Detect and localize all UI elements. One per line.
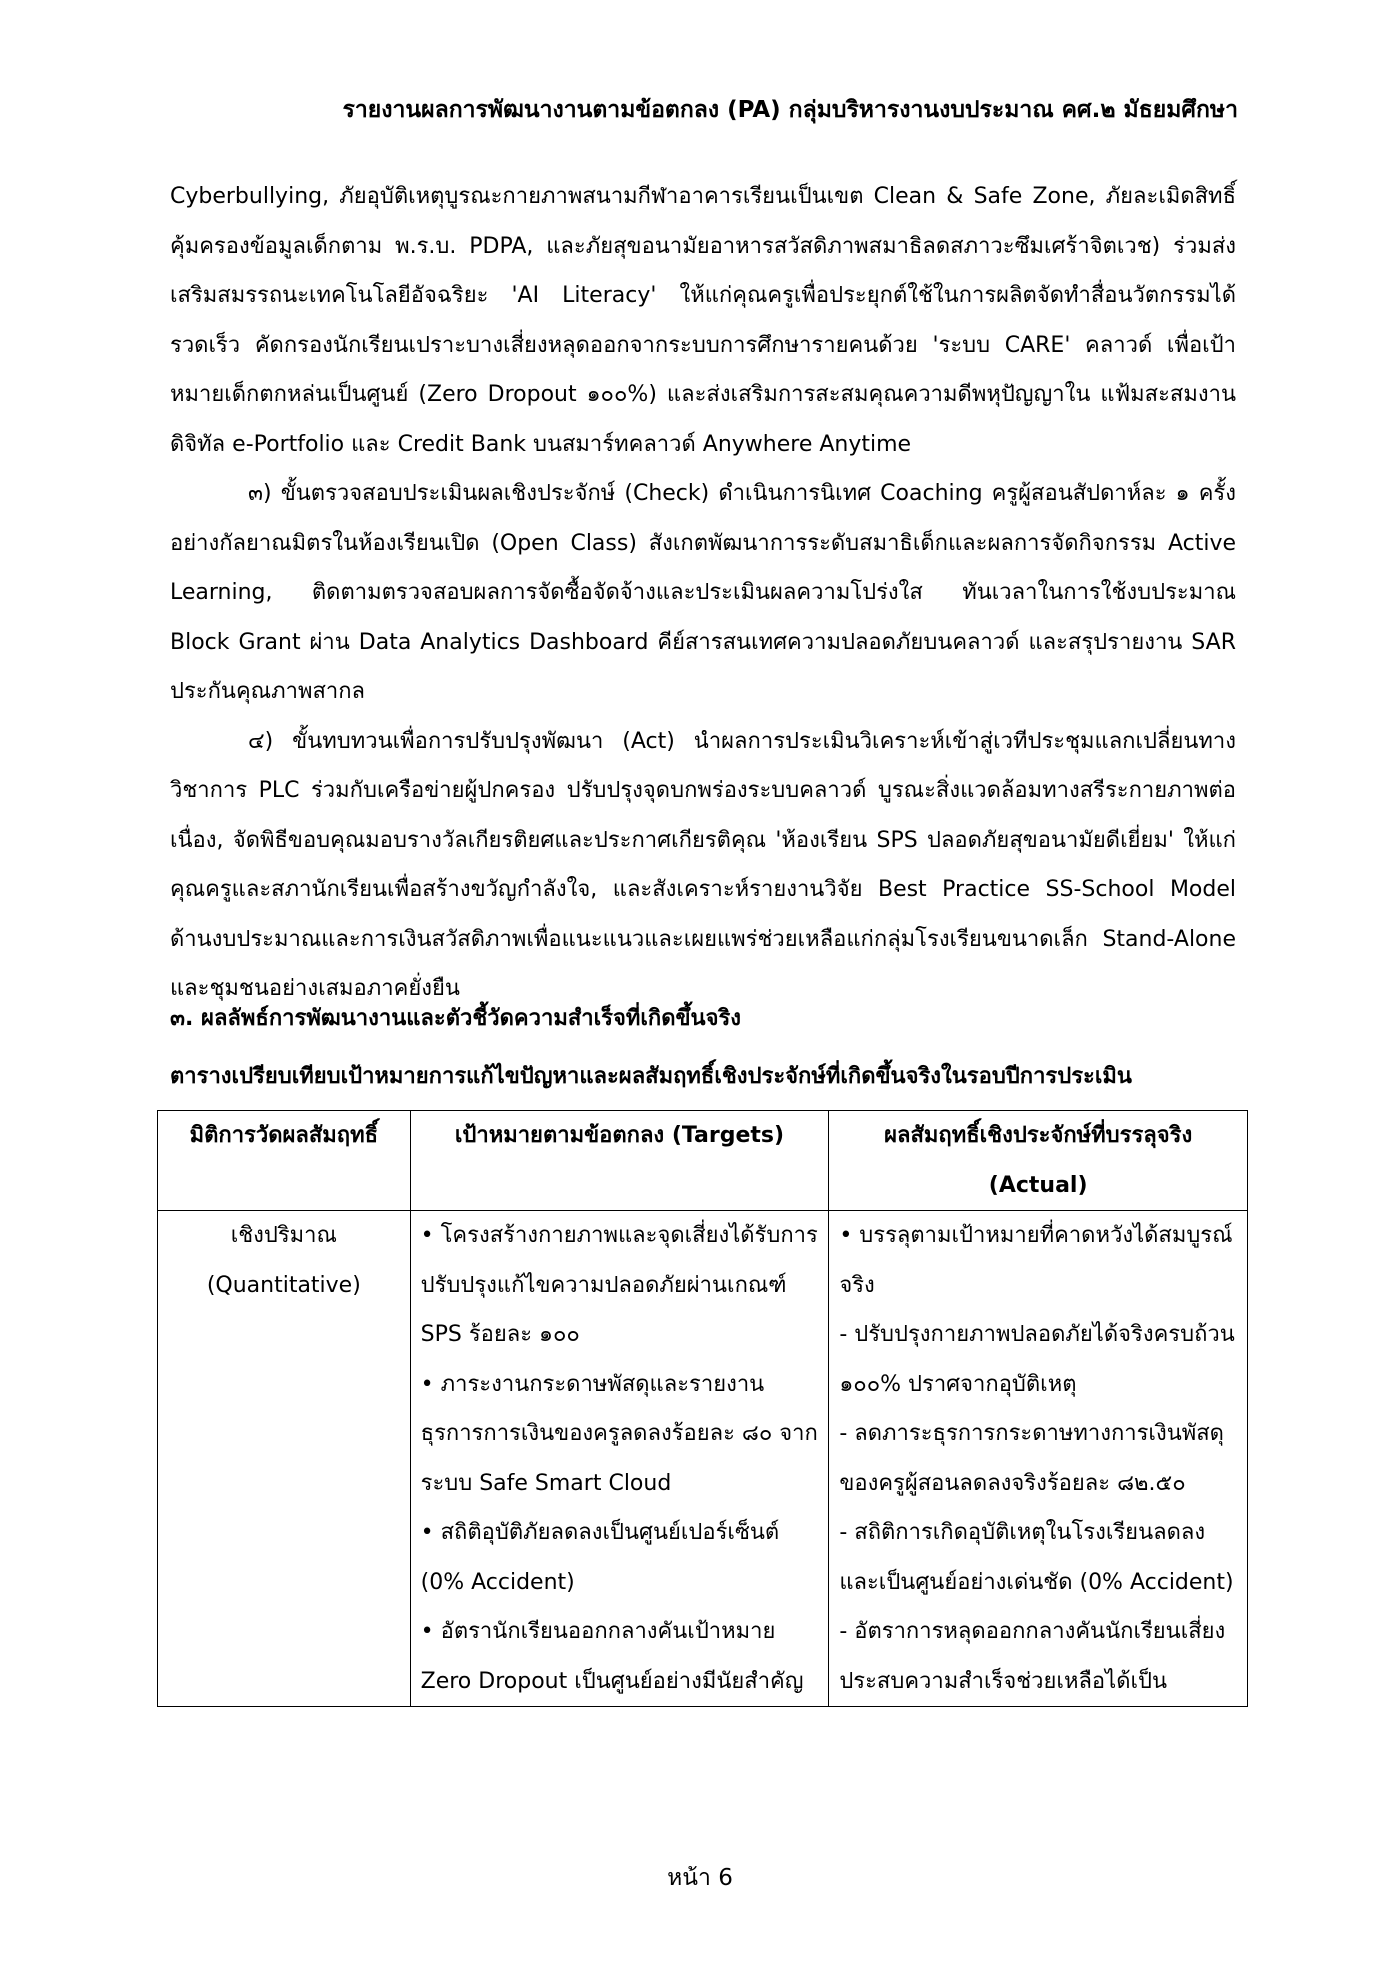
target-item: • ภาระงานกระดาษพัสดุและรายงานธุรการการเงินของครูลดลงร้อยละ ๘๐ จากระบบ Safe Smart Cloud xyxy=(420,1371,818,1496)
page-number: หน้า 6 xyxy=(667,1865,733,1891)
dimension-label: เชิงปริมาณ xyxy=(230,1223,337,1248)
actual-item: • บรรลุตามเป้าหมายที่คาดหวังได้สมบูรณ์จริง xyxy=(839,1223,1233,1298)
table-row xyxy=(158,1211,1248,1707)
target-item: • อัตรานักเรียนออกกลางคันเป้าหมาย Zero Dropout เป็นศูนย์อย่างมีนัยสำคัญ xyxy=(420,1619,804,1694)
target-item: • โครงสร้างกายภาพและจุดเสี่ยงได้รับการปรับปรุงแก้ไขความปลอดภัยผ่านเกณฑ์ SPS ร้อยละ ๑๐๐ xyxy=(420,1223,818,1347)
table-title: ตารางเปรียบเทียบเป้าหมายการแก้ไขปัญหาและผลสัมฤทธิ์เชิงประจักษ์ที่เกิดขึ้นจริงในรอบปีการประเมิน xyxy=(170,1064,1132,1089)
actual-item: - สถิติการเกิดอุบัติเหตุในโรงเรียนลดลงและเป็นศูนย์อย่างเด่นชัด (0% Accident) xyxy=(839,1520,1234,1595)
dimension-label-en: (Quantitative) xyxy=(206,1272,361,1298)
actual-cell xyxy=(829,1211,1248,1707)
header-dimension: มิติการวัดผลสัมฤทธิ์ xyxy=(158,1111,411,1211)
header-actual: ผลสัมฤทธิ์เชิงประจักษ์ที่บรรลุจริง (Actual) xyxy=(829,1111,1248,1211)
page-header-title: รายงานผลการพัฒนางานตามข้อตกลง (PA) กลุ่มบริหารงานงบประมาณ คศ.๒ มัธยมศึกษา xyxy=(342,97,1238,123)
target-item: • สถิติอุบัติภัยลดลงเป็นศูนย์เปอร์เซ็นต์ (0% Accident) xyxy=(420,1520,780,1595)
actual-item: - อัตราการหลุดออกกลางคันนักเรียนเสี่ยงประสบความสำเร็จช่วยเหลือได้เป็น xyxy=(839,1619,1226,1694)
actual-item: - ลดภาระธุรการกระดาษทางการเงินพัสดุของครูผู้สอนลดลงจริงร้อยละ ๘๒.๕๐ xyxy=(839,1421,1224,1496)
section-title: ๓. ผลลัพธ์การพัฒนางานและตัวชี้วัดความสำเร็จที่เกิดขึ้นจริง xyxy=(170,1006,742,1031)
header-targets: เป้าหมายตามข้อตกลง (Targets) xyxy=(410,1111,829,1211)
body-text xyxy=(170,172,1236,1014)
paragraph-act-step: ๔) ขั้นทบทวนเพื่อการปรับปรุงพัฒนา (Act) นำผลการประเมินวิเคราะห์เข้าสู่เวทีประชุมแลกเปลี่ยนทางวิชาการ PLC ร่วมกับเครือข่ายผู้ปกครอง ปรับปรุงจุดบกพร่องระบบคลาวด์ บูรณะสิ่งแวดล้อมทางสรีระกายภาพต่อเนื่อง, จัดพิธีขอบคุณมอบรางวัลเกียรติยศและประกาศเกียรติคุณ 'ห้องเรียน SPS ปลอดภัยสุขอนามัยดีเยี่ยม' ให้แก่คุณครูและสภานักเรียนเพื่อสร้างขวัญกำลังใจ, และสังเคราะห์รายงานวิจัย Best Practice SS-School Model ด้านงบประมาณและการเงินสวัสดิภาพเพื่อแนะแนวและเผยแพร่ช่วยเหลือแก่กลุ่มโรงเรียนขนาดเล็ก Stand-Alone และชุมชนอย่างเสมอภาคยั่งยืน xyxy=(170,728,1236,1001)
paragraph-check-step: ๓) ขั้นตรวจสอบประเมินผลเชิงประจักษ์ (Check) ดำเนินการนิเทศ Coaching ครูผู้สอนสัปดาห์ละ ๑ ครั้งอย่างกัลยาณมิตรในห้องเรียนเปิด (Open Class) สังเกตพัฒนาการระดับสมาธิเด็กและผลการจัดกิจกรรม Active Learning, ติดตามตรวจสอบผลการจัดซื้อจัดจ้างและประเมินผลความโปร่งใส ทันเวลาในการใช้งบประมาณ Block Grant ผ่าน Data Analytics Dashboard คีย์สารสนเทศความปลอดภัยบนคลาวด์ และสรุปรายงาน SAR ประกันคุณภาพสากล xyxy=(170,481,1236,704)
dimension-cell xyxy=(158,1211,411,1707)
actual-item: - ปรับปรุงกายภาพปลอดภัยได้จริงครบถ้วน ๑๐๐% ปราศจากอุบัติเหตุ xyxy=(839,1322,1235,1397)
results-table xyxy=(157,1110,1248,1707)
targets-cell xyxy=(410,1211,829,1707)
paragraph-continuation: Cyberbullying, ภัยอุบัติเหตุบูรณะกายภาพสนามกีฬาอาคารเรียนเป็นเขต Clean & Safe Zone, ภัยละเมิดสิทธิ์ คุ้มครองข้อมูลเด็กตาม พ.ร.บ. PDPA, และภัยสุขอนามัยอาหารสวัสดิภาพสมาธิลดสภาวะซึมเศร้าจิตเวช) ร่วมส่งเสริมสมรรถนะเทคโนโลยีอัจฉริยะ 'AI Literacy' ให้แก่คุณครูเพื่อประยุกต์ใช้ในการผลิตจัดทำสื่อนวัตกรรมได้รวดเร็ว คัดกรองนักเรียนเปราะบางเสี่ยงหลุดออกจากระบบการศึกษารายคนด้วย 'ระบบ CARE' คลาวด์ เพื่อเป้าหมายเด็กตกหล่นเป็นศูนย์ (Zero Dropout ๑๐๐%) และส่งเสริมการสะสมคุณความดีพหุปัญญาใน แฟ้มสะสมงานดิจิทัล e-Portfolio และ Credit Bank บนสมาร์ทคลาวด์ Anywhere Anytime xyxy=(170,184,1236,457)
table-header-row xyxy=(158,1111,1248,1211)
